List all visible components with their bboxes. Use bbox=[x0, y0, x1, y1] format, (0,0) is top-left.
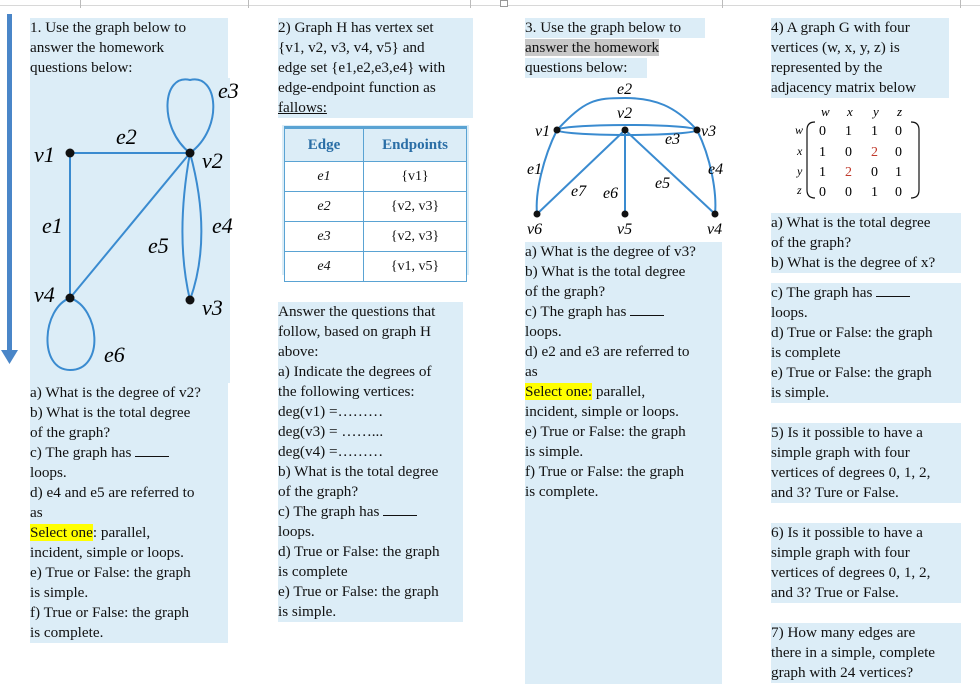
blue-down-arrow-icon bbox=[0, 14, 20, 366]
text-line: deg(v3) = ……... bbox=[278, 423, 384, 440]
text-segment: parallel, bbox=[592, 383, 646, 400]
table-row bbox=[285, 162, 467, 192]
matrix-cell: 1 bbox=[871, 124, 878, 139]
text-line: 1. Use the graph below to bbox=[30, 19, 187, 36]
text-line: loops. bbox=[525, 323, 562, 340]
vertex-v6 bbox=[534, 211, 541, 218]
text-line: 4) A graph G with four bbox=[771, 19, 910, 36]
label-e5: e5 bbox=[655, 175, 671, 192]
vertex-v5 bbox=[622, 211, 629, 218]
text-line: 6) Is it possible to have a bbox=[771, 524, 923, 541]
matrix-col-label: x bbox=[847, 104, 853, 119]
matrix-row-label: x bbox=[797, 144, 803, 158]
adjacency-matrix bbox=[775, 100, 945, 208]
table-row bbox=[285, 192, 467, 222]
text-line: simple graph with four bbox=[771, 444, 910, 461]
label-e5: e5 bbox=[148, 233, 169, 258]
text-line bbox=[525, 38, 723, 58]
text-line bbox=[771, 283, 961, 303]
text-line bbox=[278, 502, 463, 522]
matrix-cell: 2 bbox=[871, 145, 878, 160]
top-ruler bbox=[0, 0, 980, 8]
matrix-cell: 0 bbox=[845, 185, 852, 200]
table-cell: e3 bbox=[285, 222, 364, 252]
text-line: deg(v1) =……… bbox=[278, 403, 384, 420]
text-line: of the graph? bbox=[278, 483, 359, 500]
text-line bbox=[525, 382, 722, 402]
text-line: and 3? True or False. bbox=[771, 584, 899, 601]
text-line: answer the homework bbox=[30, 39, 165, 56]
table-row bbox=[285, 222, 467, 252]
matrix-left-bracket bbox=[807, 122, 815, 198]
matrix-row-label: z bbox=[797, 183, 802, 197]
matrix-col-label: w bbox=[821, 104, 830, 119]
text-line: is simple. bbox=[771, 384, 830, 401]
text-line: is complete. bbox=[30, 624, 104, 641]
col4-questions bbox=[771, 213, 971, 683]
text-line: is simple. bbox=[525, 443, 584, 460]
text-line: there in a simple, complete bbox=[771, 644, 936, 661]
column-1 bbox=[30, 18, 230, 78]
text-line: fallows: bbox=[278, 99, 327, 116]
answer-blank[interactable] bbox=[383, 503, 417, 516]
matrix-col-label: y bbox=[873, 104, 879, 119]
column-2 bbox=[278, 18, 473, 118]
matrix-cell: 0 bbox=[895, 185, 902, 200]
table-header-edge: Edge bbox=[285, 128, 364, 162]
matrix-cell: 0 bbox=[895, 145, 902, 160]
matrix-cell: 2 bbox=[845, 165, 852, 180]
text-line: d) True or False: the graph bbox=[278, 543, 440, 560]
matrix-right-bracket bbox=[911, 122, 919, 198]
matrix-cell: 1 bbox=[871, 185, 878, 200]
text-line: b) What is the total degree bbox=[525, 263, 686, 280]
table-cell: {v2, v3} bbox=[364, 192, 467, 222]
label-e3: e3 bbox=[218, 78, 239, 103]
matrix-cell: 1 bbox=[819, 145, 826, 160]
ruler-tick bbox=[80, 0, 81, 8]
text-line: 7) How many edges are bbox=[771, 624, 916, 641]
text-line: edge-endpoint function as bbox=[278, 79, 436, 96]
text-line: of the graph? bbox=[525, 283, 606, 300]
answer-blank[interactable] bbox=[876, 284, 910, 297]
text-line: of the graph? bbox=[30, 424, 111, 441]
vertex-v2 bbox=[622, 127, 629, 134]
highlight-gray: answer the homework bbox=[525, 39, 660, 56]
text-line: b) What is the total degree bbox=[278, 463, 439, 480]
vertex-v3 bbox=[186, 296, 195, 305]
matrix-cell: 0 bbox=[845, 145, 852, 160]
text-line: incident, simple or loops. bbox=[30, 544, 184, 561]
text-line: represented by the bbox=[771, 59, 883, 76]
text-line: a) What is the total degree bbox=[771, 214, 931, 231]
text-line: d) e2 and e3 are referred to bbox=[525, 343, 690, 360]
text-segment: c) The graph has bbox=[278, 503, 380, 520]
text-line: loops. bbox=[278, 523, 315, 540]
text-line: 3. Use the graph below to bbox=[525, 18, 705, 38]
text-line: is simple. bbox=[30, 584, 89, 601]
text-line: questions below: bbox=[30, 59, 133, 76]
label-e1: e1 bbox=[42, 213, 63, 238]
text-line: incident, simple or loops. bbox=[525, 403, 679, 420]
text-segment: c) The graph has bbox=[525, 303, 627, 320]
label-e1: e1 bbox=[527, 161, 543, 178]
col2-questions bbox=[278, 302, 473, 622]
matrix-cell: 1 bbox=[845, 124, 852, 139]
label-e6: e6 bbox=[104, 342, 125, 367]
text-segment: c) The graph has bbox=[30, 444, 132, 461]
text-line: of the graph? bbox=[771, 234, 852, 251]
matrix-row-label: y bbox=[797, 164, 803, 178]
text-line: f) True or False: the graph bbox=[525, 463, 685, 480]
label-e6: e6 bbox=[603, 185, 619, 202]
text-line: loops. bbox=[771, 304, 808, 321]
graph-1 bbox=[30, 78, 239, 383]
text-line: vertices of degrees 0, 1, 2, bbox=[771, 564, 931, 581]
text-line: is complete bbox=[278, 563, 348, 580]
label-v3: v3 bbox=[202, 295, 223, 320]
text-line: e) True or False: the graph bbox=[278, 583, 439, 600]
col3-questions bbox=[525, 242, 723, 684]
table-cell: e4 bbox=[285, 252, 364, 282]
text-line: loops. bbox=[30, 464, 67, 481]
label-e2: e2 bbox=[116, 124, 137, 149]
text-line: the following vertices: bbox=[278, 383, 415, 400]
text-line: d) e4 and e5 are referred to bbox=[30, 484, 195, 501]
text-segment: c) The graph has bbox=[771, 284, 873, 301]
ruler-tick bbox=[960, 0, 961, 8]
text-line bbox=[525, 302, 722, 322]
text-line: b) What is the degree of x? bbox=[771, 254, 936, 271]
text-line: a) What is the degree of v2? bbox=[30, 384, 201, 401]
matrix-col-label: z bbox=[897, 104, 903, 119]
label-e3: e3 bbox=[665, 131, 681, 148]
label-e2: e2 bbox=[617, 81, 633, 98]
text-line: vertices (w, x, y, z) is bbox=[771, 39, 900, 56]
text-line: above: bbox=[278, 343, 319, 360]
vertex-v4 bbox=[66, 294, 75, 303]
text-line: adjacency matrix below bbox=[771, 79, 917, 96]
vertex-v1 bbox=[554, 127, 561, 134]
text-line: f) True or False: the graph bbox=[30, 604, 190, 621]
graph-3 bbox=[525, 78, 723, 243]
ruler-tick bbox=[470, 0, 471, 8]
text-line: 5) Is it possible to have a bbox=[771, 424, 923, 441]
vertex-v1 bbox=[66, 149, 75, 158]
col1-intro bbox=[30, 18, 228, 78]
vertex-v3 bbox=[694, 127, 701, 134]
text-line: d) True or False: the graph bbox=[771, 324, 933, 341]
text-line: 2) Graph H has vertex set bbox=[278, 19, 434, 36]
text-line: as bbox=[525, 363, 538, 380]
highlight-select-one: Select one: bbox=[525, 383, 593, 400]
edge-endpoint-table bbox=[284, 126, 467, 282]
label-v3: v3 bbox=[701, 123, 717, 140]
label-v4: v4 bbox=[707, 221, 723, 238]
matrix-cell: 0 bbox=[819, 185, 826, 200]
highlight-select-one: Select one bbox=[30, 524, 93, 541]
text-line: edge set {e1,e2,e3,e4} with bbox=[278, 59, 446, 76]
matrix-cell: 0 bbox=[895, 124, 902, 139]
label-v4: v4 bbox=[34, 282, 55, 307]
text-line: Answer the questions that bbox=[278, 303, 436, 320]
text-line: a) What is the degree of v3? bbox=[525, 243, 696, 260]
table-header-endpoints: Endpoints bbox=[364, 128, 467, 162]
text-line: follow, based on graph H bbox=[278, 323, 431, 340]
label-v2: v2 bbox=[202, 148, 223, 173]
ruler-tick bbox=[248, 0, 249, 8]
vertex-v2 bbox=[186, 149, 195, 158]
text-line: as bbox=[30, 504, 43, 521]
matrix-row-label: w bbox=[795, 123, 804, 137]
text-line bbox=[30, 443, 228, 463]
text-line: vertices of degrees 0, 1, 2, bbox=[771, 464, 931, 481]
text-segment: : parallel, bbox=[92, 524, 151, 541]
matrix-cell: 0 bbox=[871, 165, 878, 180]
col4-intro bbox=[771, 18, 949, 98]
text-line: a) Indicate the degrees of bbox=[278, 363, 432, 380]
label-v2: v2 bbox=[617, 105, 633, 122]
text-line: questions below: bbox=[525, 58, 647, 78]
text-line: is complete bbox=[771, 344, 841, 361]
table-cell: {v2, v3} bbox=[364, 222, 467, 252]
ruler-marker[interactable] bbox=[500, 0, 508, 7]
vertex-v4 bbox=[712, 211, 719, 218]
label-v5: v5 bbox=[617, 221, 633, 238]
col2-intro bbox=[278, 18, 473, 118]
column-4 bbox=[771, 18, 971, 98]
text-line: {v1, v2, v3, v4, v5} and bbox=[278, 39, 425, 56]
text-line: e) True or False: the graph bbox=[525, 423, 686, 440]
text-line: b) What is the total degree bbox=[30, 404, 191, 421]
matrix-cell: 0 bbox=[819, 124, 826, 139]
text-line bbox=[30, 523, 228, 543]
label-v1: v1 bbox=[34, 142, 55, 167]
answer-blank[interactable] bbox=[135, 444, 169, 457]
text-line: graph with 24 vertices? bbox=[771, 664, 914, 681]
label-e4: e4 bbox=[212, 213, 233, 238]
text-line: and 3? Ture or False. bbox=[771, 484, 899, 501]
answer-blank[interactable] bbox=[630, 303, 664, 316]
label-v6: v6 bbox=[527, 221, 543, 238]
matrix-cell: 1 bbox=[819, 165, 826, 180]
col1-questions bbox=[30, 383, 230, 643]
table-cell: e1 bbox=[285, 162, 364, 192]
matrix-cell: 1 bbox=[895, 165, 902, 180]
table-row bbox=[285, 252, 467, 282]
edge-table-wrap bbox=[282, 125, 469, 275]
column-3 bbox=[525, 18, 723, 78]
text-line: deg(v4) =……… bbox=[278, 443, 384, 460]
text-line: simple graph with four bbox=[771, 544, 910, 561]
text-line: is simple. bbox=[278, 603, 337, 620]
label-e4: e4 bbox=[708, 161, 724, 178]
table-cell: {v1} bbox=[364, 162, 467, 192]
text-line: e) True or False: the graph bbox=[30, 564, 191, 581]
ruler-tick bbox=[722, 0, 723, 8]
table-cell: {v1, v5} bbox=[364, 252, 467, 282]
label-v1: v1 bbox=[535, 123, 551, 140]
text-line: e) True or False: the graph bbox=[771, 364, 932, 381]
label-e7: e7 bbox=[571, 183, 587, 200]
table-cell: e2 bbox=[285, 192, 364, 222]
text-line: is complete. bbox=[525, 483, 599, 500]
ruler-line bbox=[0, 5, 980, 6]
